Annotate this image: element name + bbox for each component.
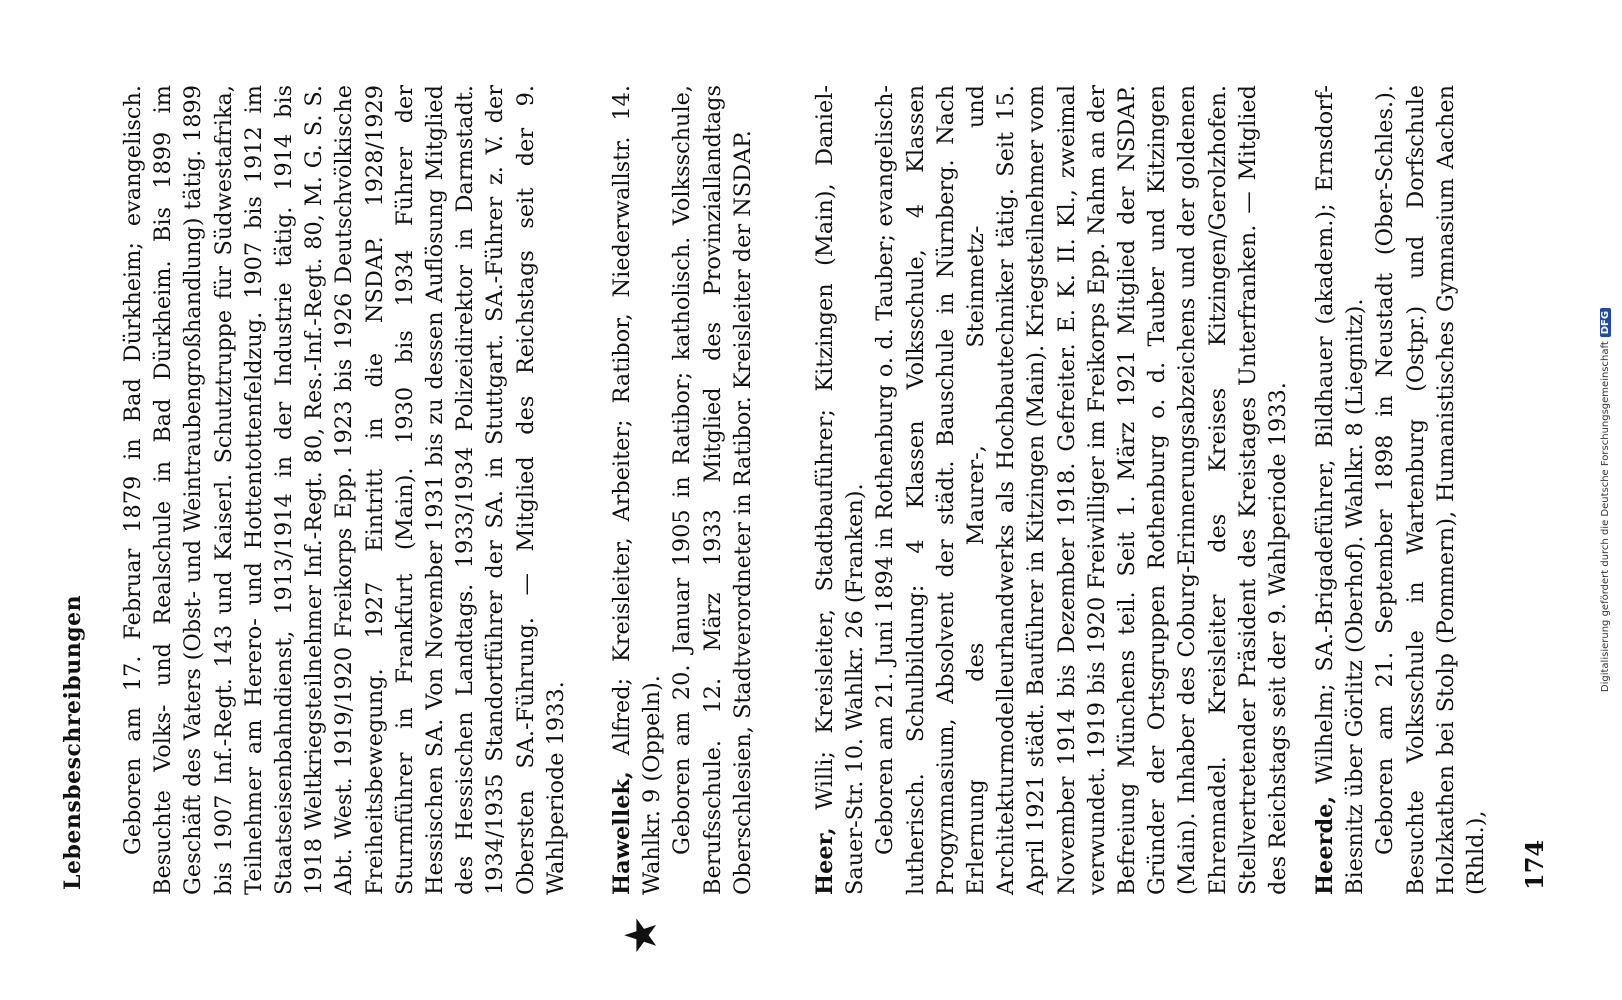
entry-head	[607, 85, 667, 895]
entry-name: Hawellek,	[609, 771, 635, 895]
entry-head-text: Alfred; Kreisleiter, Arbeiter; Ratibor, Niederwallstr. 14. Wahlkr. 9 (Oppeln).	[609, 85, 666, 895]
funding-note	[1600, 0, 1611, 1000]
biography-entry	[810, 85, 1293, 895]
entry-body: Geboren am 21. September 1898 in Neustadt (Ober-Schles.). Besuchte Volksschule in Wartenburg (Ostpr.) und Dorfschule Holzkathen bei Stolp (Pommern), Humanistisches Gymnasium Aachen (Rhld.),	[1372, 85, 1490, 895]
biography-entry	[607, 85, 758, 895]
page-heading: Lebensbeschreibungen	[60, 594, 86, 890]
entry-body: Geboren am 21. Juni 1894 in Rothenburg o. d. Tauber; evangelisch-lutherisch. Schulbildung: 4 Klassen Volksschule, 4 Klassen Progymnasium, Absolvent der städt. Bauschule in Nürnberg. Nach Erlernung des Maurer-, Steinmetz- und Architekturmodelleurhandwerks als Hochbautechniker tätig. Seit 15. April 1921 städt. Bauführer in Kitzingen (Main). Kriegsteilnehmer vom November 1914 bis Dezember 1918. Gefreiter. E. K. II. Kl., zweimal verwundet. 1919 bis 1920 Freiwilliger im Freikorps Epp. Nahm an der Befreiung Münchens teil. Seit 1. März 1921 Mitglied der NSDAP. Gründer der Ortsgruppen Rothenburg o. d. Tauber und Kitzingen (Main). Inhaber des Coburg-Erinnerungsabzeichens und der goldenen Ehrennadel. Kreisleiter des Kreises Kitzingen/Gerolzhofen. Stellvertretender Präsident des Kreistages Unterfranken. — Mitglied des Reichstags seit der 9. Wahlperiode 1933.	[872, 85, 1292, 895]
page-number: 174	[1520, 839, 1549, 890]
entry-body: Geboren am 17. Februar 1879 in Bad Dürkheim; evangelisch. Besuchte Volks- und Realschule in Bad Dürkheim. Bis 1899 im Geschäft des Vaters (Obst- und Weintraubengroßhandlung) tätig. 1899 bis 1907 Inf.-Regt. 143 und Kaiserl. Schutztruppe für Südwestafrika, Teilnehmer am Herero- und Hottentottenfeldzug. 1907 bis 1912 im Staatseisenbahndienst, 1913/1914 in der Industrie tätig. 1914 bis 1918 Weltkriegsteilnehmer Inf.-Regt. 80, Res.-Inf.-Regt. 80, M. G. S. S. Abt. West. 1919/1920 Freikorps Epp. 1923 bis 1926 Deutschvölkische Freiheitsbewegung. 1927 Eintritt in die NSDAP. 1928/1929 Sturmführer in Frankfurt (Main). 1930 bis 1934 Führer der Hessischen SA. Von November 1931 bis zu dessen Auflösung Mitglied des Hessischen Landtags. 1933/1934 Polizeidirektor in Darmstadt. 1934/1935 Standortführer der SA. in Stuttgart. SA.-Führer z. V. der Obersten SA.-Führung. — Mitglied des Reichstags seit der 9. Wahlperiode 1933.	[120, 85, 569, 895]
entry-name: Heer,	[812, 827, 838, 895]
entry-name: Heerde,	[1312, 795, 1338, 895]
biography-entry	[118, 85, 571, 895]
entry-head-text: Wilhelm; SA.-Brigadeführer, Bildhauer (akadem.); Ernsdorf-Biesnitz über Görlitz (Oberhof). Wahlkr. 8 (Liegnitz).	[1312, 85, 1369, 895]
biography-entry	[1310, 85, 1491, 895]
entry-body: Geboren am 20. Januar 1905 in Ratibor; katholisch. Volksschule, Berufsschule. 12. März 1933 Mitglied des Provinziallandtags Oberschlesien, Stadtverordneter in Ratibor. Kreisleiter der NSDAP.	[669, 85, 756, 895]
entry-head	[1310, 85, 1370, 895]
entry-head-text: Willi; Kreisleiter, Stadtbauführer; Kitzingen (Main), Daniel-Sauer-Str. 10. Wahlkr. 26 (Franken).	[812, 85, 869, 895]
dfg-logo: DFG	[1600, 308, 1611, 337]
entry-head	[810, 85, 870, 895]
funding-note-text: Digitalisierung gefördert durch die Deutsche Forschungsgemeinschaft	[1600, 341, 1611, 693]
star-marker: ★	[616, 915, 667, 955]
